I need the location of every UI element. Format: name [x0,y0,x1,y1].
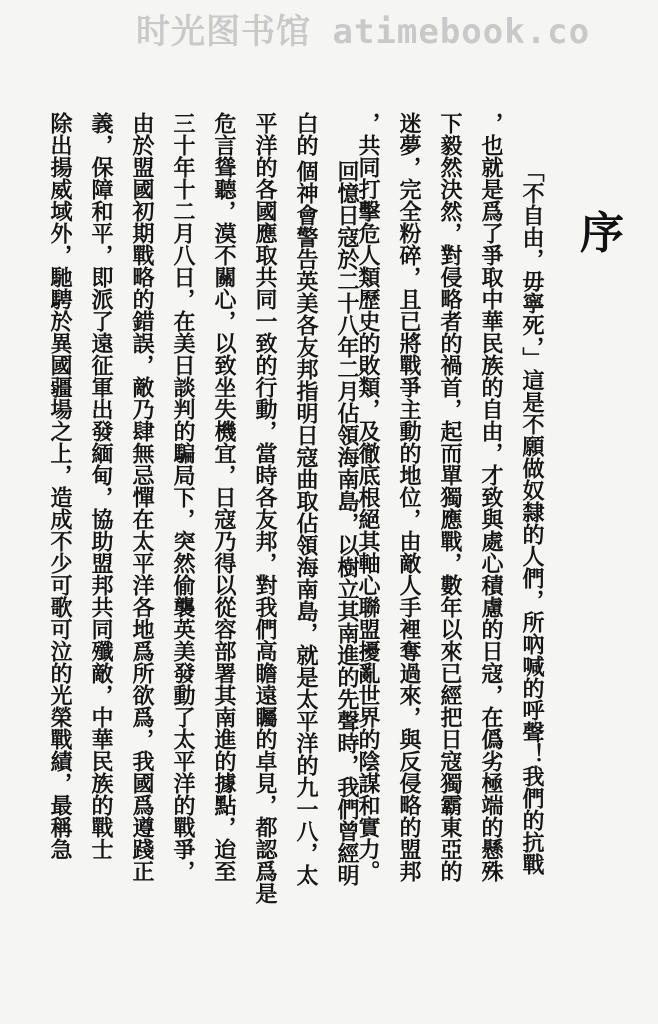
text-column-2: ，也就是爲了爭取中華民族的自由，才致與處心積慮的日寇，在僞劣極端的懸殊 [478,112,504,882]
text-column-13: 義，保障和平，即派了遠征軍出發緬甸，協助盟邦共同殲敵，中華民族的戰士 [88,112,114,860]
watermark: 时光图书馆 atimebook.co [136,12,591,52]
text-column-6: 回憶日寇於二十八年二月佔領海南島，以樹立其南進的先聲時，我們曾經明 [334,160,360,886]
text-column-3: 下毅然決然，對侵略者的禍首，起而單獨應戰，數年以來已經把日寇獨霸東亞的 [437,112,463,882]
text-column-1: 「不自由，毋寧死，」這是不願做奴隸的人們，所吶喊的呼聲！我們的抗戰 [519,160,545,875]
text-column-9: 平洋的各國應取共同一致的行動，當時各友邦，對我們高瞻遠矚的卓見，都認爲是 [252,112,278,904]
text-column-12: 由於盟國初期戰略的錯誤，敵乃肆無忌憚在太平洋各地爲所欲爲，我國爲遵踐正 [129,112,155,882]
page-title: 序 [580,208,624,259]
text-column-8: 個神會警告英美各友邦指明日寇曲取佔領海南島，就是太平洋的九一八，太 [293,160,319,886]
text-column-14: 除出揚威域外，馳騁於異國疆場之上，造成不少可歌可泣的光榮戰績，最稱急 [47,112,73,860]
text-column-4: 迷夢，完全粉碎，且已將戰爭主動的地位，由敵人手裡奪過來，與反侵略的盟邦 [396,112,422,882]
text-column-5: ，共同打擊危人類歷史的敗類，及徹底根絕其軸心聯盟擾亂世界的陰謀和實力。 [355,112,381,882]
text-column-7: 白的 [293,112,319,156]
text-column-10: 危言聳聽，漠不關心，以致坐失機宜，日寇乃得以從容部署其南進的據點，迨至 [211,112,237,882]
text-column-11: 三十年十二月八日，在美日談判的騙局下，突然偷襲英美發動了太平洋的戰爭， [170,112,196,882]
